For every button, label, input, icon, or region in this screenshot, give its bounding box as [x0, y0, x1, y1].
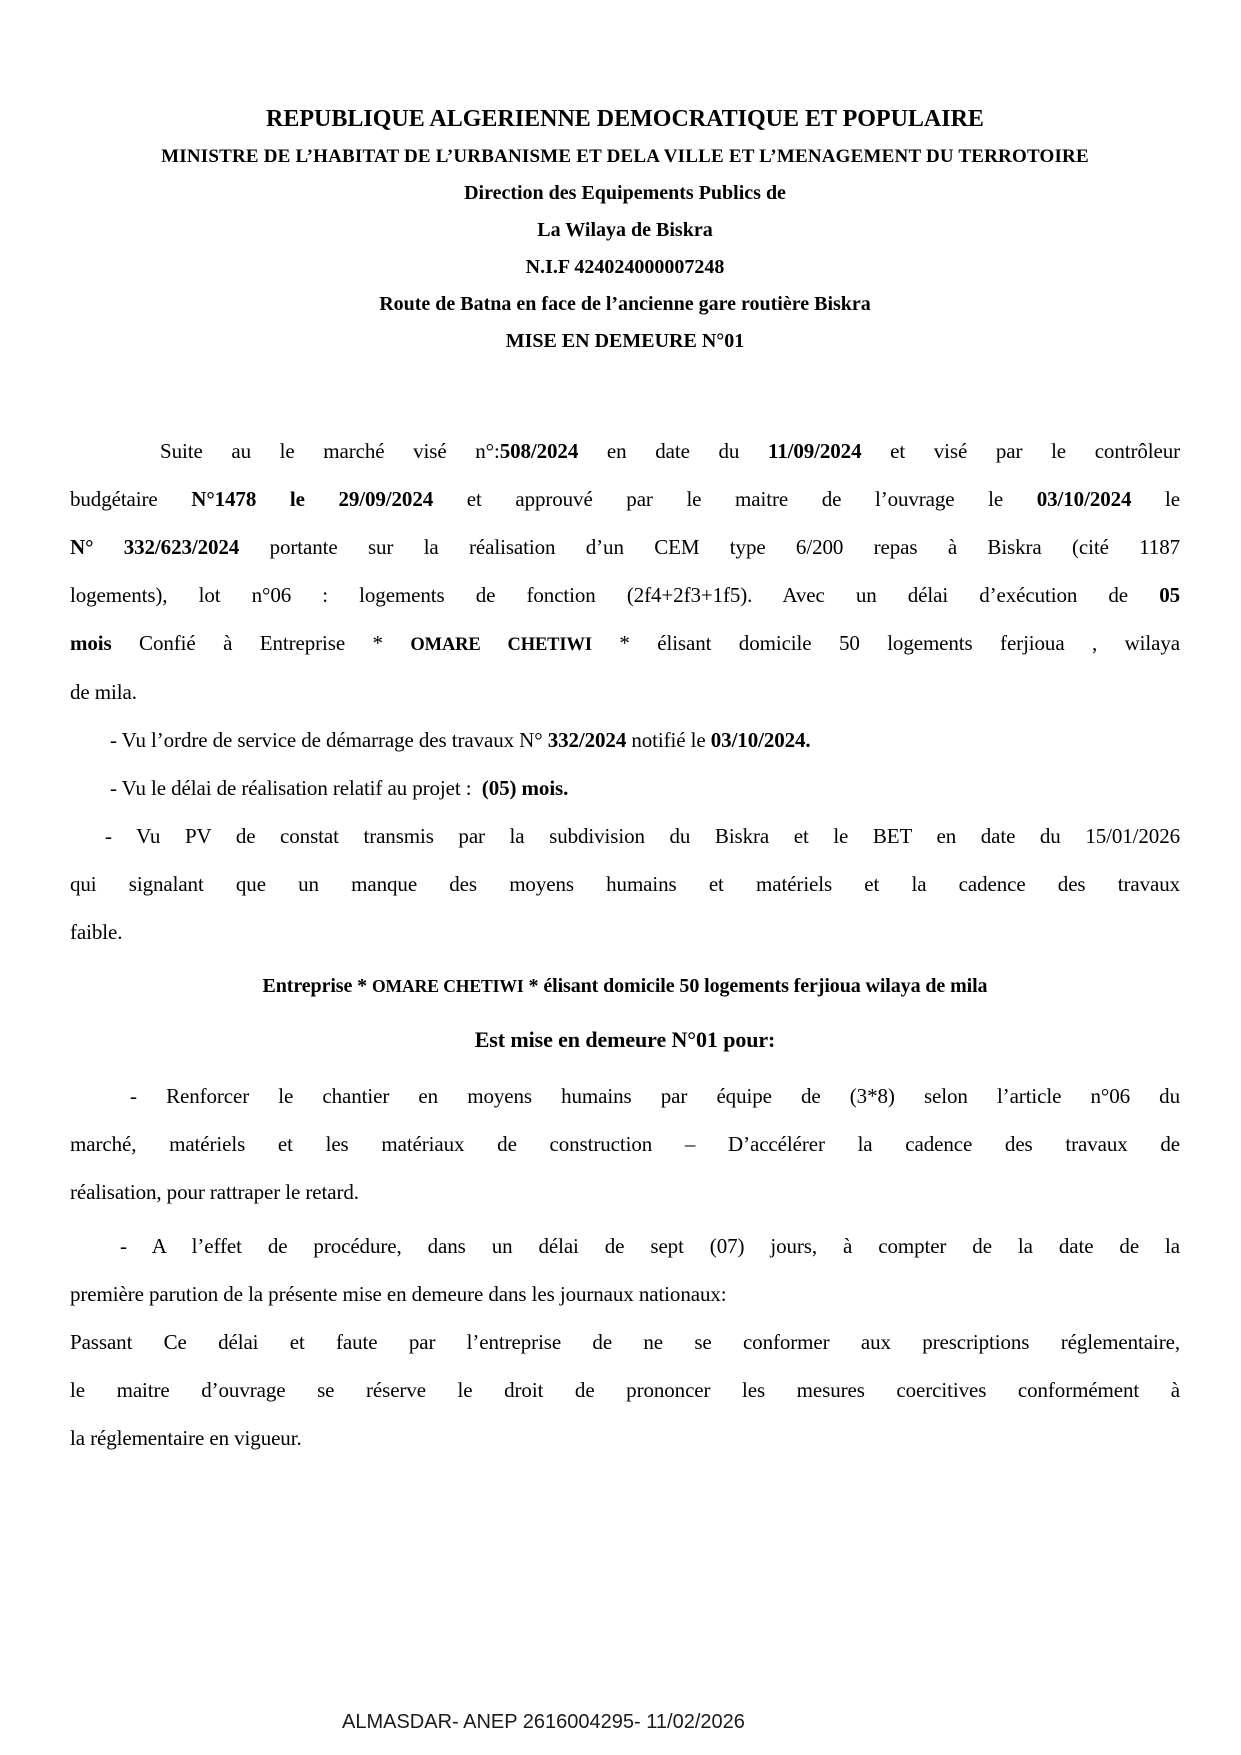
text-segment: faible. — [70, 920, 123, 944]
bullet-ordre-service — [70, 716, 1180, 764]
text-segment: portante sur la réalisation d’un CEM type 6/200 repas à Biskra (cité 1187 — [239, 535, 1181, 559]
para1-line2 — [70, 475, 1180, 523]
para1-line4 — [70, 571, 1180, 619]
text-segment: budgétaire — [70, 487, 192, 511]
text-segment: N°1478 le 29/09/2024 — [191, 487, 434, 511]
text-segment: notifié le — [626, 728, 711, 752]
text-segment: - A l’effet de procédure, dans un délai de sept (07) jours, à compter de la date de la — [120, 1234, 1180, 1258]
text-segment: - Vu PV de constat transmis par la subdivision du Biskra et le BET en date du 15/01/2026 — [105, 824, 1180, 848]
text-segment: 05 — [1159, 583, 1180, 607]
text-segment: - Vu l’ordre de service de démarrage des travaux N° — [110, 728, 548, 752]
text-segment: Passant Ce délai et faute par l’entreprise de ne se conformer aux prescriptions réglementaire, — [70, 1330, 1180, 1354]
bullet-pv-line2 — [70, 860, 1180, 908]
document-content — [70, 0, 1180, 1462]
text-segment: * élisant domicile 50 logements ferjioua wilaya de mila — [523, 975, 988, 997]
header-wilaya-line: La Wilaya de Biskra — [537, 219, 713, 241]
bullet-pv-line3 — [70, 908, 1180, 956]
passant-line3 — [70, 1414, 1180, 1462]
effet-line1 — [70, 1222, 1180, 1270]
text-segment: 508/2024 — [499, 439, 579, 463]
bullet-pv-line1 — [70, 812, 1180, 860]
mise-en-demeure-pour — [70, 1016, 1180, 1064]
text-segment: marché, matériels et les matériaux de construction – D’accélérer la cadence des travaux de — [70, 1132, 1180, 1156]
header-direction-line: Direction des Equipements Publics de — [464, 182, 786, 204]
text-segment: en date du — [578, 439, 768, 463]
text-segment: (05) mois. — [481, 776, 569, 800]
text-segment: - Renforcer le chantier en moyens humains par équipe de (3*8) selon l’article n°06 du — [130, 1084, 1180, 1108]
text-segment: * élisant domicile 50 logements ferjioua , wilaya — [591, 631, 1180, 655]
text-segment: le — [1131, 487, 1181, 511]
document-body — [70, 427, 1180, 1462]
bullet-delai — [70, 764, 1180, 812]
text-segment: logements), lot n°06 : logements de fonction (2f4+2f3+1f5). Avec un délai d’exécution de — [70, 583, 1160, 607]
text-segment: de mila. — [70, 680, 137, 704]
text-segment: Confié à Entreprise * — [111, 631, 411, 655]
passant-line1 — [70, 1318, 1180, 1366]
text-segment: 11/09/2024 — [767, 439, 862, 463]
text-segment: réalisation, pour rattraper le retard. — [70, 1180, 359, 1204]
text-segment: Suite au le marché visé n°: — [160, 439, 500, 463]
text-segment: OMARE CHETIWI — [371, 976, 524, 996]
entreprise-line — [70, 962, 1180, 1010]
text-segment: et visé par le contrôleur — [861, 439, 1181, 463]
footer-publication-reference: ALMASDAR- ANEP 2616004295- 11/02/2026 — [342, 1711, 745, 1733]
renforcer-line1 — [70, 1072, 1180, 1120]
renforcer-line2 — [70, 1120, 1180, 1168]
header-mise-en-demeure-title: MISE EN DEMEURE N°01 — [505, 330, 745, 352]
text-segment: - Vu le délai de réalisation relatif au projet : — [110, 776, 482, 800]
text-segment: N° 332/623/2024 — [70, 535, 240, 559]
text-segment: Entreprise * — [262, 975, 372, 997]
renforcer-line3 — [70, 1168, 1180, 1216]
header-ministry-title: MINISTRE DE L’HABITAT DE L’URBANISME ET DELA VILLE ET L’MENAGEMENT DU TERROTOIRE — [161, 146, 1089, 167]
document-header — [70, 101, 1180, 360]
header-address-line: Route de Batna en face de l’ancienne gare routière Biskra — [379, 293, 871, 315]
effet-line2 — [70, 1270, 1180, 1318]
para1-line5 — [70, 619, 1180, 668]
text-segment: 03/10/2024 — [1036, 487, 1132, 511]
passant-line2 — [70, 1366, 1180, 1414]
text-segment: 332/2024 — [547, 728, 627, 752]
text-segment: première parution de la présente mise en demeure dans les journaux nationaux: — [70, 1282, 727, 1306]
text-segment: le maitre d’ouvrage se réserve le droit de prononcer les mesures coercitives conformément à — [70, 1378, 1180, 1402]
header-nif-line: N.I.F 424024000007248 — [525, 256, 725, 278]
text-segment: Est mise en demeure N°01 pour: — [474, 1027, 776, 1052]
para1-line6 — [70, 668, 1180, 716]
para1-line3 — [70, 523, 1180, 571]
text-segment: et approuvé par le maitre de l’ouvrage le — [433, 487, 1037, 511]
text-segment: mois — [70, 631, 112, 655]
text-segment: 03/10/2024. — [710, 728, 811, 752]
header-republic-title: REPUBLIQUE ALGERIENNE DEMOCRATIQUE ET POPULAIRE — [266, 106, 984, 132]
text-segment: qui signalant que un manque des moyens humains et matériels et la cadence des travaux — [70, 872, 1180, 896]
text-segment: OMARE CHETIWI — [410, 634, 592, 654]
text-segment: la réglementaire en vigueur. — [70, 1426, 302, 1450]
para1-line1 — [70, 427, 1180, 475]
